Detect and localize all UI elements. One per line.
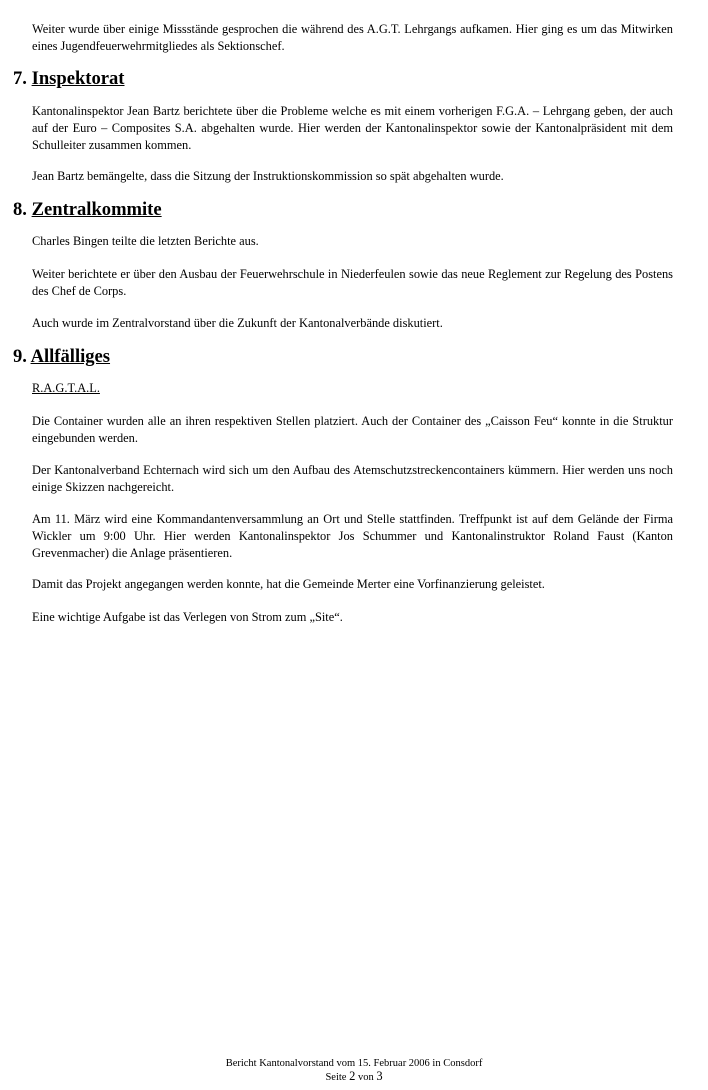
footer-report-line: Bericht Kantonalvorstand vom 15. Februar 2006 in Consdorf (225, 1058, 483, 1069)
paragraph-allfaelliges-1: Die Container wurden alle an ihren respektiven Stellen platziert. Auch der Container des „Caisson Feu“ konnte in die Struktur eingebunden werden. (32, 414, 673, 445)
paragraph-allfaelliges-4: Damit das Projekt angegangen werden konnte, hat die Gemeinde Merter eine Vorfinanzierung geleistet. (32, 577, 545, 591)
paragraph-zentralkommite-1: Charles Bingen teilte die letzten Berichte aus. (32, 234, 259, 248)
footer-total-pages: 3 (376, 1069, 383, 1083)
paragraph-lehrgang-missstaende: Weiter wurde über einige Missstände gesprochen die während des A.G.T. Lehrgangs aufkamen. Hier ging es um das Mitwirken eines Jugendfeuerwehrmitgliedes als Sektionschef. (32, 22, 673, 53)
section-number: 8. (13, 199, 27, 220)
paragraph-zentralkommite-3: Auch wurde im Zentralvorstand über die Zukunft der Kantonalverbände diskutiert. (32, 316, 443, 330)
paragraph-allfaelliges-2: Der Kantonalverband Echternach wird sich um den Aufbau des Atemschutzstreckencontainers kümmern. Hier werden uns noch einige Skizzen nachgereicht. (32, 463, 673, 494)
footer-current-page: 2 (349, 1069, 356, 1083)
paragraph-inspektorat-1: Kantonalinspektor Jean Bartz berichtete über die Probleme welche es mit einem vorherigen F.G.A. – Lehrgang geben, der auch auf der Euro – Composites S.A. abgehalten wurde. Hier werden der Kantonalinspektor sowie der Kantonalpräsident mit dem Schulleiter zusammen kommen. (32, 104, 673, 152)
section-number: 9. (13, 346, 27, 367)
footer-seite-label: Seite (325, 1072, 347, 1083)
section-title: Zentralkommite (31, 199, 162, 220)
section-heading-allfaelliges (13, 348, 110, 365)
paragraph-inspektorat-2: Jean Bartz bemängelte, dass die Sitzung der Instruktionskommission so spät abgehalten wurde. (32, 169, 504, 183)
paragraph-allfaelliges-3: Am 11. März wird eine Kommandantenversammlung an Ort und Stelle stattfinden. Treffpunkt ist auf dem Gelände der Firma Wickler um 9:00 Uhr. Hier werden Kantonalinspektor Jos Schummer und Kantonalinstruktor Roland Faust (Kanton Grevenmacher) die Anlage präsentieren. (32, 512, 673, 560)
section-title: Allfälliges (30, 346, 111, 367)
section-heading-inspektorat (13, 70, 125, 87)
paragraph-zentralkommite-2: Weiter berichtete er über den Ausbau der Feuerwehrschule in Niederfeulen sowie das neue Reglement zur Regelung des Postens des Chef de Corps. (32, 267, 673, 298)
section-number: 7. (13, 68, 27, 89)
subheading-ragtal: R.A.G.T.A.L. (32, 381, 100, 395)
page-footer (0, 1057, 708, 1084)
section-heading-zentralkommite (13, 201, 162, 218)
footer-von-label: von (357, 1072, 374, 1083)
section-title: Inspektorat (31, 68, 125, 89)
footer-page-number (0, 1070, 708, 1084)
paragraph-allfaelliges-5: Eine wichtige Aufgabe ist das Verlegen von Strom zum „Site“. (32, 610, 343, 624)
